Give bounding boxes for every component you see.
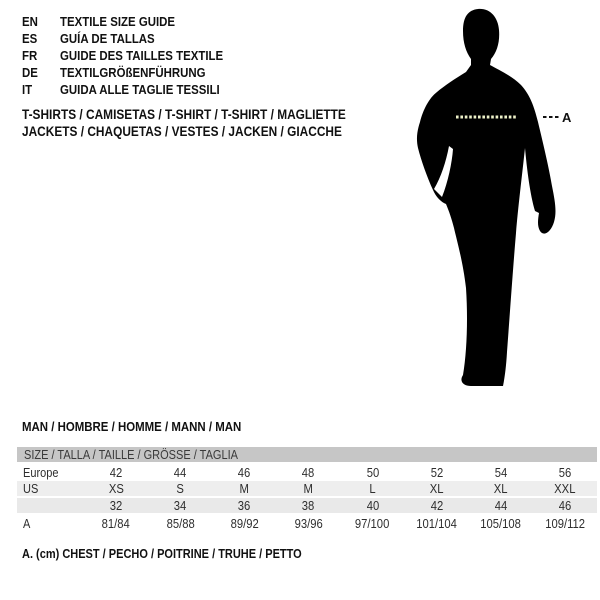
cell-europe-2: 46 — [238, 465, 251, 480]
language-code-it: IT — [22, 82, 33, 97]
language-code-fr: FR — [22, 48, 38, 63]
cell-chest-1: 85/88 — [166, 516, 195, 531]
language-code-de: DE — [22, 65, 38, 80]
cell-europe-1: 44 — [173, 465, 187, 480]
cell-europe-7: 56 — [558, 465, 572, 480]
language-list — [22, 13, 245, 98]
measurement-footnote: A. (cm) CHEST / PECHO / POITRINE / TRUHE / PETTO — [22, 547, 302, 561]
table-row-chest — [17, 515, 597, 532]
cell-chest-0: 81/84 — [101, 516, 131, 531]
language-row-de — [22, 64, 245, 81]
measure-label-a: A — [562, 110, 572, 125]
cell-chest-6: 105/108 — [480, 516, 522, 531]
cell-num-7: 46 — [558, 498, 572, 513]
measurement-figure — [398, 0, 580, 394]
size-table — [17, 447, 597, 532]
table-row-numeric — [17, 498, 597, 515]
row-label-europe: Europe — [23, 465, 59, 480]
man-silhouette — [417, 9, 556, 386]
cell-chest-7: 109/112 — [545, 516, 585, 531]
gender-heading: MAN / HOMBRE / HOMME / MANN / MAN — [22, 419, 242, 434]
language-row-fr — [22, 47, 245, 64]
cell-us-1: S — [176, 481, 184, 496]
category-jackets: JACKETS / CHAQUETAS / VESTES / JACKEN / GIACCHE — [22, 124, 342, 139]
cell-europe-0: 42 — [109, 465, 123, 480]
category-tshirts: T-SHIRTS / CAMISETAS / T-SHIRT / T-SHIRT / MAGLIETTE — [22, 107, 346, 122]
cell-num-4: 40 — [366, 498, 379, 513]
language-title-fr: GUIDE DES TAILLES TEXTILE — [60, 48, 224, 63]
language-row-en — [22, 13, 245, 30]
cell-us-5: XL — [429, 481, 444, 496]
cell-num-0: 32 — [109, 498, 123, 513]
row-label-chest: A — [23, 516, 31, 531]
language-code-es: ES — [22, 31, 38, 46]
cell-europe-4: 50 — [366, 465, 379, 480]
language-row-es — [22, 30, 245, 47]
cell-us-4: L — [369, 481, 376, 496]
cell-us-0: XS — [108, 481, 124, 496]
cell-us-6: XL — [493, 481, 508, 496]
cell-num-6: 44 — [494, 498, 508, 513]
cell-europe-3: 48 — [302, 465, 315, 480]
cell-num-5: 42 — [430, 498, 443, 513]
cell-us-2: M — [239, 481, 249, 496]
cell-num-2: 36 — [238, 498, 251, 513]
table-row-europe — [17, 464, 597, 481]
cell-num-3: 38 — [302, 498, 315, 513]
cell-us-7: XXL — [554, 481, 576, 496]
language-title-en: TEXTILE SIZE GUIDE — [60, 14, 176, 29]
cell-chest-5: 101/104 — [416, 516, 458, 531]
language-row-it — [22, 81, 245, 98]
size-table-header-label: SIZE / TALLA / TAILLE / GRÖSSE / TAGLIA — [24, 447, 238, 462]
language-title-it: GUIDA ALLE TAGLIE TESSILI — [60, 82, 220, 97]
cell-chest-3: 93/96 — [294, 516, 323, 531]
language-code-en: EN — [22, 14, 38, 29]
row-label-us: US — [23, 481, 39, 496]
size-table-header — [17, 447, 597, 462]
man-silhouette-svg — [398, 0, 580, 394]
category-list — [22, 106, 390, 140]
cell-us-3: M — [303, 481, 314, 496]
table-row-us — [17, 481, 597, 498]
language-title-es: GUÍA DE TALLAS — [60, 31, 155, 46]
cell-chest-2: 89/92 — [230, 516, 259, 531]
cell-num-1: 34 — [173, 498, 187, 513]
cell-europe-5: 52 — [430, 465, 443, 480]
cell-europe-6: 54 — [494, 465, 508, 480]
cell-chest-4: 97/100 — [355, 516, 390, 531]
language-title-de: TEXTILGRÖßENFÜHRUNG — [60, 65, 206, 80]
